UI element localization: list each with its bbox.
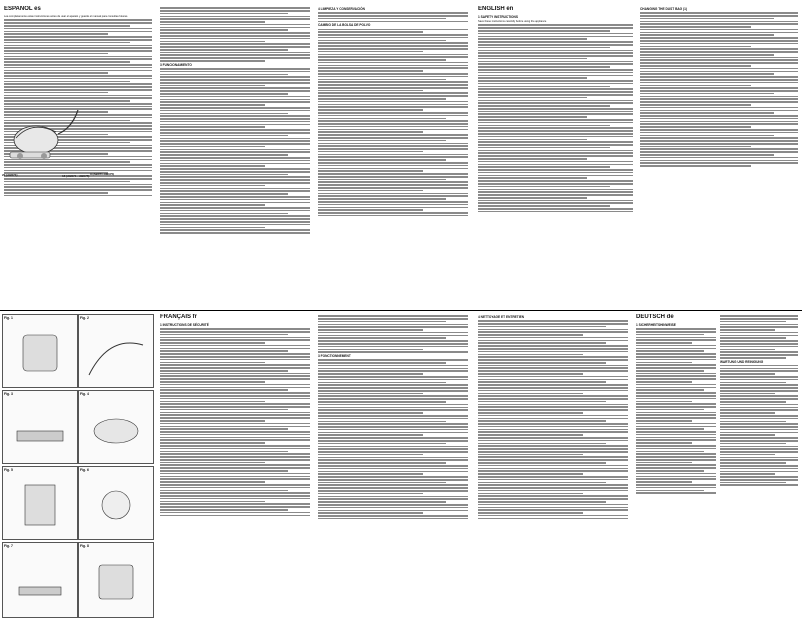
bottom-col-de-2 <box>720 314 798 618</box>
section-heading-wartung: WARTUNG UND REINIGUNG <box>720 359 764 364</box>
figure-8 <box>78 542 154 618</box>
bottom-col-fr-1 <box>160 314 310 618</box>
top-col-en-1 <box>478 6 633 306</box>
filter-icon <box>3 467 77 539</box>
figure-3 <box>2 390 78 464</box>
top-col-en-2 <box>640 6 798 306</box>
nozzle-icon <box>3 391 77 463</box>
figure-4-label: Fig. 4 <box>80 392 89 396</box>
section-heading-safety: 1 SAFETY INSTRUCTIONS <box>478 15 518 19</box>
power-button-icon <box>79 467 153 539</box>
figure-8-label: Fig. 8 <box>80 544 89 548</box>
figure-1-label: Fig. 1 <box>4 316 13 320</box>
figure-grid <box>2 314 154 618</box>
figure-5-label: Fig. 5 <box>4 468 13 472</box>
dust-container-icon <box>79 543 153 617</box>
intro-text-es: Lea completamente estas instrucciones antes de usar el aparato y guarde el manual para consultas futuras. <box>4 15 128 18</box>
figure-2-label: Fig. 2 <box>80 316 89 320</box>
hose-icon <box>79 315 153 387</box>
vacuum-diagram <box>2 100 84 172</box>
section-heading-sicherheit: 1 SICHERHEITSHINWEISE <box>636 323 676 327</box>
section-heading-nettoyage: 4 NETTOYAGE ET ENTRETIEN <box>478 315 525 319</box>
page-fold-divider <box>0 310 802 311</box>
figure-1 <box>2 314 78 388</box>
figure-label-3: 3 (AB071-AB075) <box>90 172 115 176</box>
top-col-es-3 <box>318 6 468 306</box>
figure-7-label: Fig. 7 <box>4 544 13 548</box>
figure-3-label: Fig. 3 <box>4 392 13 396</box>
cord-icon <box>79 391 153 463</box>
safety-intro-en: Save these instructions carefully before using the appliance <box>478 20 547 23</box>
section-heading-fonctionnement: 3 FONCTIONNEMENT <box>318 354 351 359</box>
figure-2 <box>78 314 154 388</box>
bottom-col-de-1 <box>636 314 716 618</box>
figure-6 <box>78 466 154 540</box>
section-title-francais: FRANÇAIS fr <box>160 314 197 320</box>
section-title-deutsch: DEUTSCH de <box>636 314 674 320</box>
section-heading-limpieza: 4 LIMPIEZA Y CONSERVACIÓN <box>318 7 365 11</box>
figure-label-1: 20 (AB071) <box>2 173 18 177</box>
sub-heading-bolsa: CAMBIO DE LA BOLSA DE POLVO <box>318 23 371 28</box>
figure-7 <box>2 542 78 618</box>
top-col-es-2 <box>160 6 310 306</box>
vacuum-bag-icon <box>3 315 77 387</box>
section-heading-securite: 1 INSTRUCTIONS DE SÉCURITÉ <box>160 323 209 327</box>
bottom-col-fr-3 <box>478 314 628 618</box>
figure-label-2: 18 (AB071 - AB075) <box>62 174 90 178</box>
section-title-english: ENGLISH en <box>478 6 514 12</box>
figure-6-label: Fig. 6 <box>80 468 89 472</box>
brush-icon <box>3 543 77 617</box>
figure-4 <box>78 390 154 464</box>
sub-heading-dust-bag: CHANGING THE DUST BAG (1) <box>640 7 687 11</box>
section-heading-funcionamiento: 3 FUNCIONAMIENTO <box>160 62 192 67</box>
bottom-col-fr-2 <box>318 314 468 618</box>
figure-5 <box>2 466 78 540</box>
vacuum-illustration-icon <box>2 100 84 172</box>
section-title-espanol: ESPAÑOL es <box>4 6 41 12</box>
